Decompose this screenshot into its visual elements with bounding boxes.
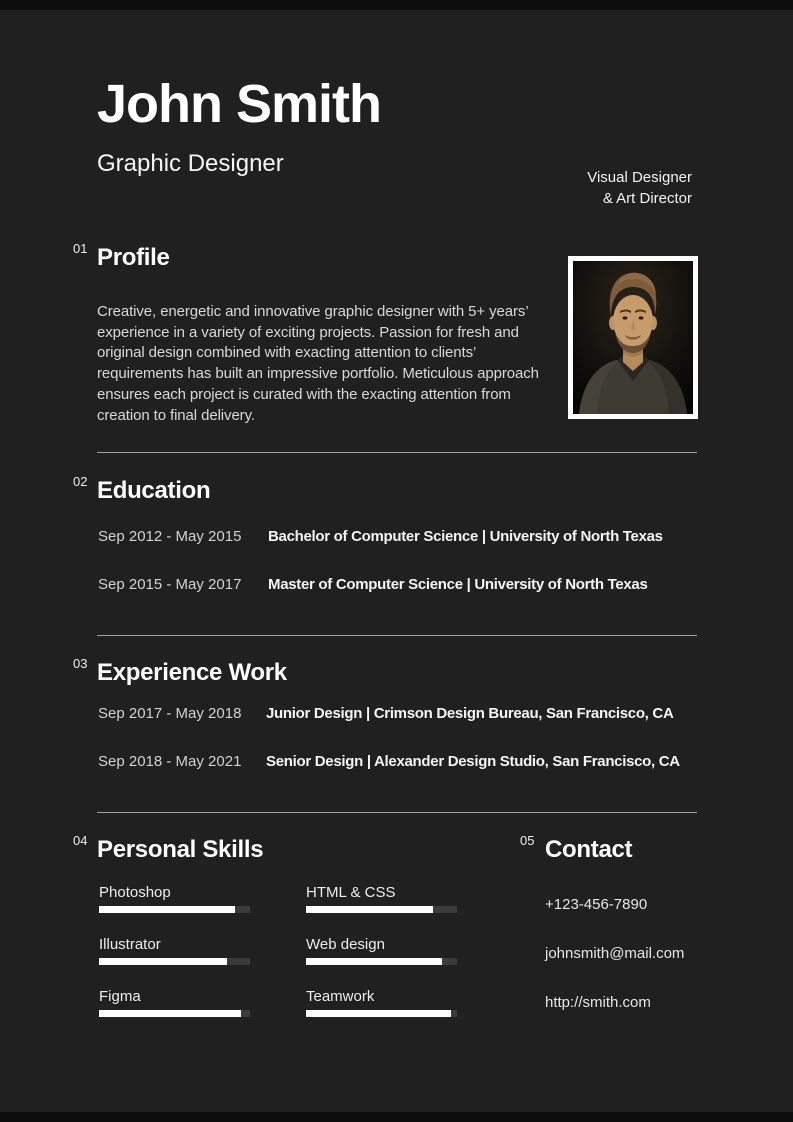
divider [97,635,697,636]
section-number-skills: 04 [73,833,88,848]
side-title-line1: Visual Designer [587,169,692,186]
skill-bar-fill [99,906,235,913]
profile-photo [568,256,698,419]
section-number-contact: 05 [520,833,535,848]
skill-label: Illustrator [99,936,161,953]
section-number-experience: 03 [73,656,88,671]
section-number-education: 02 [73,474,88,489]
skill-item [99,936,250,965]
experience-description: Junior Design | Crimson Design Bureau, San Francisco, CA [266,705,674,722]
experience-description: Senior Design | Alexander Design Studio, San Francisco, CA [266,753,680,770]
skill-bar-track [306,958,457,965]
education-dates: Sep 2015 - May 2017 [98,576,242,593]
education-dates: Sep 2012 - May 2015 [98,528,242,545]
person-name: John Smith [97,74,381,134]
skill-label: Teamwork [306,988,375,1005]
skill-label: HTML & CSS [306,884,396,901]
section-heading-experience: Experience Work [97,659,287,686]
skill-bar-fill [99,958,227,965]
side-title-line2: & Art Director [602,190,692,207]
skill-bar-fill [306,906,433,913]
section-heading-contact: Contact [545,836,633,863]
education-entry [97,528,717,548]
section-heading-skills: Personal Skills [97,836,264,863]
experience-dates: Sep 2017 - May 2018 [98,705,242,722]
section-number-profile: 01 [73,241,88,256]
contact-email: johnsmith@mail.com [545,945,685,962]
education-description: Master of Computer Science | University of North Texas [268,576,648,593]
skill-bar-track [99,1010,250,1017]
skill-bar-track [99,958,250,965]
skill-item [306,988,457,1017]
skill-bar-fill [306,1010,451,1017]
contact-block [545,896,684,1043]
contact-phone: +123-456-7890 [545,896,648,913]
skill-item [99,988,250,1017]
section-heading-profile: Profile [97,244,170,271]
skill-label: Photoshop [99,884,171,901]
contact-website: http://smith.com [545,994,651,1011]
skill-item [306,884,457,913]
skill-label: Figma [99,988,141,1005]
skill-bar-track [99,906,250,913]
section-heading-education: Education [97,477,211,504]
portrait-illustration [573,261,693,414]
job-title: Graphic Designer [97,150,284,177]
education-entry [97,576,717,596]
skill-bar-track [306,906,457,913]
skills-column-right [306,884,457,1040]
experience-entry [97,705,717,725]
bottom-frame-bar [0,1112,793,1122]
skills-column-left [99,884,250,1040]
divider [97,452,697,453]
profile-text: Creative, energetic and innovative graphic designer with 5+ years’ experience in a variety of exciting projects. Passion for fresh and original design combined with exacting attention to clients’ requirements has built an impressive portfolio. Meticulous approach ensures each project is curated with the exacting attention from creation to final delivery. [97,303,539,424]
experience-entry [97,753,717,773]
side-title [587,167,692,209]
skill-bar-track [306,1010,457,1017]
skill-item [306,936,457,965]
experience-dates: Sep 2018 - May 2021 [98,753,242,770]
skill-bar-fill [306,958,442,965]
skill-item [99,884,250,913]
skill-bar-fill [99,1010,241,1017]
education-description: Bachelor of Computer Science | University of North Texas [268,528,663,545]
top-frame-bar [0,0,793,10]
divider [97,812,697,813]
skill-label: Web design [306,936,385,953]
